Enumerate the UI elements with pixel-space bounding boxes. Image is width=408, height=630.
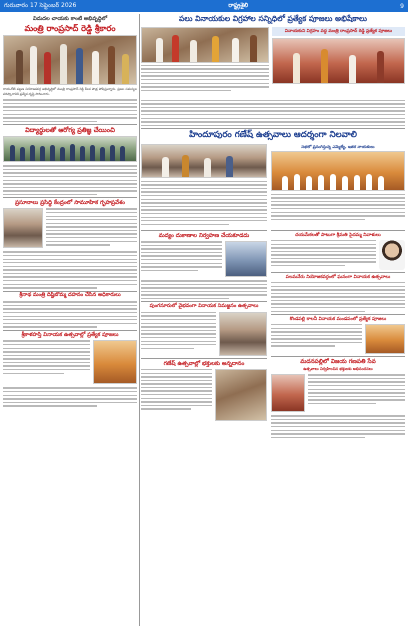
issue-date: గురువారం 17 సెప్టెంబర్ 2026 — [4, 2, 77, 9]
right-photo-caption: సభలో ప్రసంగిస్తున్న ఎమ్మెల్యే, ఇతర నాయకులు — [301, 143, 375, 149]
story2-headline: విద్యార్థులతో ఆరోగ్య ప్రతిజ్ఞ చేయించి — [25, 125, 115, 134]
story-f-photo — [365, 324, 405, 354]
right-sub-headline-box — [272, 27, 405, 36]
story-a-photo — [225, 241, 267, 277]
story4-headline: శ్రీనాథ మంత్రి దిష్టిబొమ్మ దహనం చేసిన అధికారులు — [19, 292, 121, 299]
left-column — [3, 14, 137, 628]
story-g-photo — [271, 374, 305, 412]
right-sub-headline: వినాయకుని విగ్రహం వద్ద మంత్రి రాంప్రసాద్ రెడ్డి ప్రత్యేక పూజలు — [284, 28, 393, 34]
right-main-photo-1 — [141, 144, 267, 178]
story5-headline: శ్రీకాళహస్తి వినాయక ఉత్సవాల్లో ప్రత్యేక పూజలు — [21, 332, 119, 339]
right-main-photo-2 — [271, 151, 405, 191]
story3-photo — [3, 208, 43, 248]
story-g-headline: మదనపల్లిలో విజయ గణపతి సేవ — [300, 358, 376, 365]
story-f-headline: కొండపల్లి కాలనీ వినాయక మండపంలో ప్రత్యేక పూజలు — [289, 316, 387, 322]
story-e-headline: పలమనేరు నియోజకవర్గంలో ఘనంగా వినాయక ఉత్సవాలు — [285, 274, 391, 280]
column-divider — [139, 14, 140, 626]
story-c-headline: గణేష్ ఉత్సవాల్లో భక్తులకు అన్నదానం — [163, 360, 245, 367]
page-number: 9 — [400, 2, 404, 10]
lead-headline: మంత్రి రాంప్రసాద్ రెడ్డి శ్రీకారం — [24, 23, 116, 33]
lead-body: రాయచోటి పట్టణ నియోజకవర్గ అభివృద్ధిలో మంత్రి రాంప్రసాద్ రెడ్డి కీలక పాత్ర పోషిస్తున్నారు. ప్రజల సమస్యల పరిష్కారానికి ప్రత్యేక దృష్టి సారించారు. — [3, 87, 137, 122]
story-g-kicker: ఉత్సవాలు నిర్వహించిన భక్తులకు అభినందనలు — [303, 366, 373, 372]
story-b-photo — [219, 312, 267, 356]
right-lead-photo-1 — [141, 27, 269, 63]
right-lead-photo-2 — [272, 38, 405, 84]
story5-photo — [93, 340, 137, 384]
lead-kicker: విదుదల చాయకు కాంటి అభివృద్ధిలో — [32, 16, 108, 22]
story-d-headline: దయమేకలతో పాటుగా శ్రీమతి సైదమ్మ నివాళులు — [295, 232, 381, 238]
story2-photo — [3, 136, 137, 162]
masthead-bar — [0, 0, 408, 12]
right-lead-headline: పలు వినాయకుల విగ్రహాల సన్నిధిలో ప్రత్యేక పూజలు అభిషేకాలు — [179, 14, 367, 23]
publication-name: రాష్ట్రశైలి — [228, 2, 249, 9]
story-d-portrait — [379, 240, 405, 270]
lead-photo — [3, 35, 137, 85]
story-b-headline: పుంగనూరులో వైభవంగా వినాయక నిమజ్జనం ఉత్సవాలు — [149, 303, 259, 310]
story3-headline: ప్రసూనాలు ప్రసిద్ధి కేంద్రంలో సామూహిక గృహప్రవేశం — [15, 199, 125, 206]
story-c-photo — [215, 369, 267, 421]
right-main-headline: హిందూపురం గణేష్ ఉత్సవాలు ఆదర్శంగా నిలవాలి — [189, 129, 357, 140]
right-column — [141, 14, 405, 628]
story-a-headline: మద్యం దుకాణాల నిర్వహణ చేయకూడదు — [158, 232, 250, 239]
